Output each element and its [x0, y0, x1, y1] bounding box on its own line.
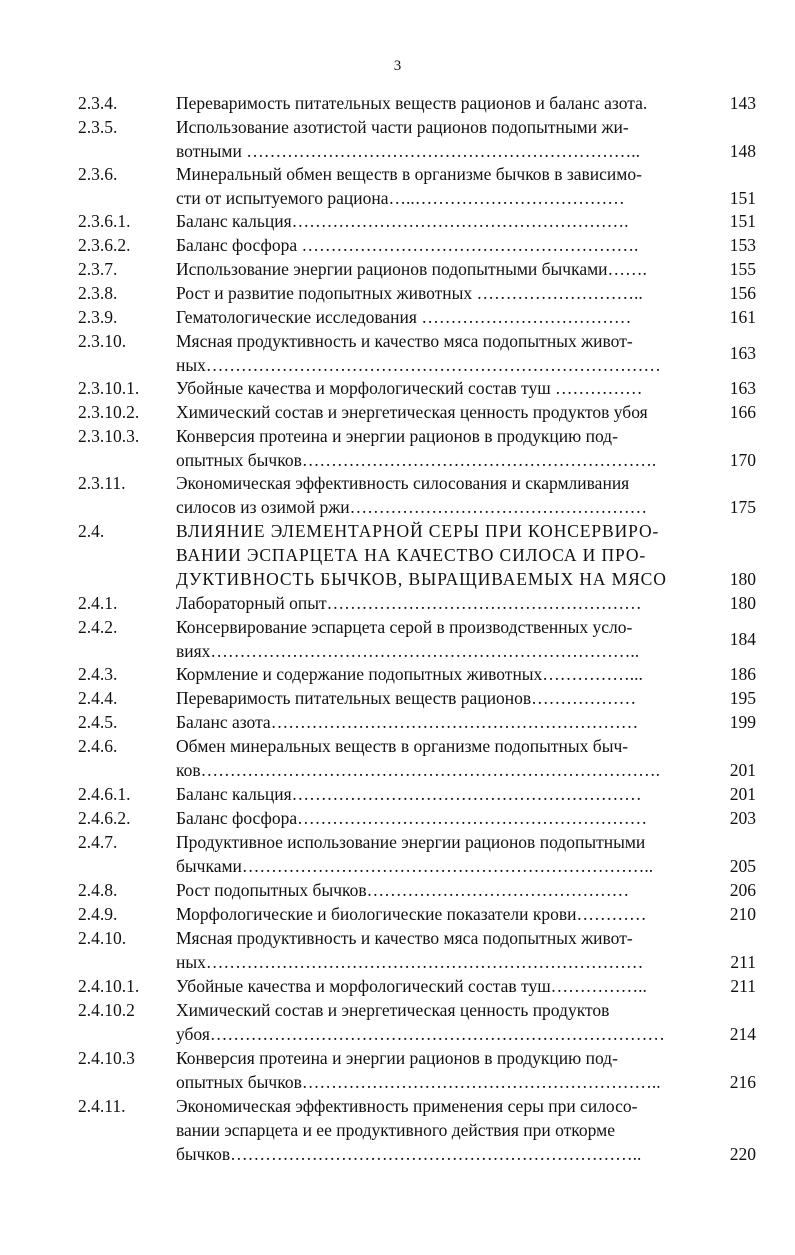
toc-entry-number: 2.4.3. — [78, 664, 118, 684]
toc-entry-page: 151 — [729, 188, 756, 208]
toc-entry-title: вотными ………………………………………………………….. — [176, 141, 640, 161]
toc-entry-title: виях……………………………………………………………….. — [176, 641, 640, 661]
toc-entry-number: 2.3.4. — [78, 93, 118, 113]
toc-entry-page: 156 — [729, 283, 756, 303]
toc-entry-title: Кормление и содержание подопытных животных……………... — [176, 664, 643, 684]
toc-entry-number: 2.4.10. — [78, 928, 127, 948]
toc-entry-number: 2.3.8. — [78, 283, 118, 303]
toc-entry-number: 2.3.10.2. — [78, 402, 140, 422]
toc-entry-title: Обмен минеральных веществ в организме подопытных быч- — [176, 736, 629, 756]
toc-entry-title: Рост и развитие подопытных животных ……………………….. — [176, 283, 643, 303]
toc-entry-title: Экономическая эффективность силосования и скармливания — [176, 473, 630, 493]
toc-entry-number: 2.4.9. — [78, 904, 118, 924]
toc-entry-number: 2.4.6.2. — [78, 808, 131, 828]
toc-entry-number: 2.3.6. — [78, 164, 118, 184]
toc-entry-title: Баланс кальция…………………………………………………… — [176, 784, 642, 804]
toc-entry-number: 2.4.1. — [78, 593, 118, 613]
toc-entry-title: опытных бычков…………………………………………………….. — [176, 1072, 661, 1092]
toc-entry-title: Использование азотистой части рационов подопытными жи- — [176, 117, 629, 137]
toc-entry-title: опытных бычков……………………………………………………. — [176, 450, 657, 470]
toc-entry-title: Минеральный обмен веществ в организме бычков в зависимо- — [176, 164, 642, 184]
toc-entry-title: Убойные качества и морфологический состав туш…………….. — [176, 976, 647, 996]
toc-entry-title: Химический состав и энергетическая ценность продуктов — [176, 1000, 610, 1020]
toc-entry-title: ВАНИИ ЭСПАРЦЕТА НА КАЧЕСТВО СИЛОСА И ПРО- — [176, 545, 647, 565]
toc-entry-title: ных………………………………………………………………… — [176, 952, 644, 972]
toc-entry-number: 2.3.11. — [78, 473, 126, 493]
toc-entry-title: Переваримость питательных веществ рационов и баланс азота. — [176, 93, 648, 113]
toc-entry-title: Гематологические исследования ……………………………… — [176, 307, 632, 327]
toc-entry-page: 199 — [729, 712, 756, 732]
toc-entry-page: 220 — [729, 1144, 756, 1164]
toc-entry-page: 163 — [729, 378, 756, 398]
toc-entry-page: 180 — [729, 593, 756, 613]
toc-entry-page: 155 — [729, 259, 756, 279]
toc-entry-title: бычками…………………………………………………………….. — [176, 856, 654, 876]
toc-entry-page: 210 — [729, 904, 756, 924]
toc-entry-page: 206 — [729, 880, 756, 900]
toc-entry-page: 153 — [729, 235, 756, 255]
toc-entry-number: 2.4. — [78, 521, 105, 541]
toc-entry-number: 2.3.10.3. — [78, 426, 140, 446]
toc-entry-title: Конверсия протеина и энергии рационов в продукцию под- — [176, 426, 618, 446]
toc-entry-page: 151 — [729, 211, 756, 231]
toc-entry-number: 2.4.10.3 — [78, 1048, 135, 1068]
toc-entry-page: 201 — [729, 760, 756, 780]
toc-entry-page: 163 — [729, 343, 756, 363]
toc-entry-title: Лабораторный опыт……………………………………………… — [176, 593, 642, 613]
toc-entry-number: 2.3.5. — [78, 117, 118, 137]
toc-entry-page: 175 — [729, 497, 756, 517]
page-number: 3 — [393, 58, 402, 74]
toc-entry-number: 2.4.11. — [78, 1096, 126, 1116]
toc-entry-page: 195 — [729, 688, 756, 708]
toc-entry-title: вании эспарцета и ее продуктивного действия при откорме — [176, 1120, 615, 1140]
toc-entry-page: 170 — [729, 450, 756, 470]
toc-entry-title: Переваримость питательных веществ рационов……………… — [176, 688, 637, 708]
toc-entry-title: убоя…………………………………………………………………… — [176, 1024, 665, 1044]
toc-entry-number: 2.4.6.1. — [78, 784, 131, 804]
toc-entry-page: 203 — [729, 808, 756, 828]
toc-entry-page: 184 — [729, 629, 756, 649]
toc-entry-number: 2.3.9. — [78, 307, 118, 327]
toc-entry-page: 143 — [729, 93, 756, 113]
toc-entry-title: Убойные качества и морфологический состав туш …………… — [176, 378, 643, 398]
toc-entry-title: Экономическая эффективность применения серы при силосо- — [176, 1096, 638, 1116]
toc-entry-title: ДУКТИВНОСТЬ БЫЧКОВ, ВЫРАЩИВАЕМЫХ НА МЯСО — [176, 569, 667, 589]
toc-entry-title: Баланс азота……………………………………………………… — [176, 712, 639, 732]
toc-entry-page: 166 — [729, 402, 756, 422]
toc-entry-number: 2.3.10. — [78, 331, 127, 351]
toc-entry-title: Баланс фосфора …………………………………………………. — [176, 235, 639, 255]
toc-entry-title: силосов из озимой ржи…………………………………………… — [176, 497, 648, 517]
toc-entry-page: 211 — [730, 952, 756, 972]
toc-entry-number: 2.4.8. — [78, 880, 118, 900]
toc-entry-number: 2.3.6.2. — [78, 235, 131, 255]
toc-entry-number: 2.4.4. — [78, 688, 118, 708]
toc-entry-number: 2.3.7. — [78, 259, 118, 279]
toc-entry-page: 205 — [729, 856, 756, 876]
toc-entry-title: сти от испытуемого рациона…..……………………………… — [176, 188, 625, 208]
toc-entry-page: 216 — [729, 1072, 756, 1092]
toc-entry-page: 161 — [729, 307, 756, 327]
toc-entry-page: 180 — [729, 569, 756, 589]
toc-entry-title: Баланс кальция…………………………………………………. — [176, 211, 629, 231]
toc-entry-number: 2.4.10.2 — [78, 1000, 135, 1020]
toc-entry-page: 201 — [729, 784, 756, 804]
toc-entry-title: Продуктивное использование энергии рационов подопытными — [176, 832, 646, 852]
toc-entry-number: 2.3.6.1. — [78, 211, 131, 231]
toc-entry-number: 2.4.5. — [78, 712, 118, 732]
toc-entry-title: Использование энергии рационов подопытными бычками……. — [176, 259, 647, 279]
toc-entry-number: 2.4.2. — [78, 617, 118, 637]
toc-entry-page: 148 — [729, 141, 756, 161]
toc-entry-title: Химический состав и энергетическая ценность продуктов убоя — [176, 402, 648, 422]
toc-entry-title: ных…………………………………………………………………… — [176, 355, 661, 375]
toc-entry-title: Мясная продуктивность и качество мяса подопытных живот- — [176, 928, 633, 948]
toc-entry-page: 211 — [730, 976, 756, 996]
toc-entry-title: Мясная продуктивность и качество мяса подопытных живот- — [176, 331, 633, 351]
toc-entry-title: ков……………………………………………………………………. — [176, 760, 661, 780]
toc-entry-title: Баланс фосфора…………………………………………………… — [176, 808, 648, 828]
toc-entry-page: 214 — [729, 1024, 756, 1044]
toc-entry-title: Морфологические и биологические показатели крови………… — [176, 904, 647, 924]
toc-entry-number: 2.3.10.1. — [78, 378, 140, 398]
toc-entry-title: бычков…………………………………………………………….. — [176, 1144, 642, 1164]
toc-entry-number: 2.4.10.1. — [78, 976, 140, 996]
toc-entry-title: Конверсия протеина и энергии рационов в продукцию под- — [176, 1048, 618, 1068]
toc-entry-title: Рост подопытных бычков……………………………………… — [176, 880, 630, 900]
toc-entry-number: 2.4.6. — [78, 736, 118, 756]
toc-entry-number: 2.4.7. — [78, 832, 118, 852]
toc-entry-page: 186 — [729, 664, 756, 684]
toc-entry-title: ВЛИЯНИЕ ЭЛЕМЕНТАРНОЙ СЕРЫ ПРИ КОНСЕРВИРО- — [176, 521, 660, 541]
toc-entry-title: Консервирование эспарцета серой в производственных усло- — [176, 617, 633, 637]
